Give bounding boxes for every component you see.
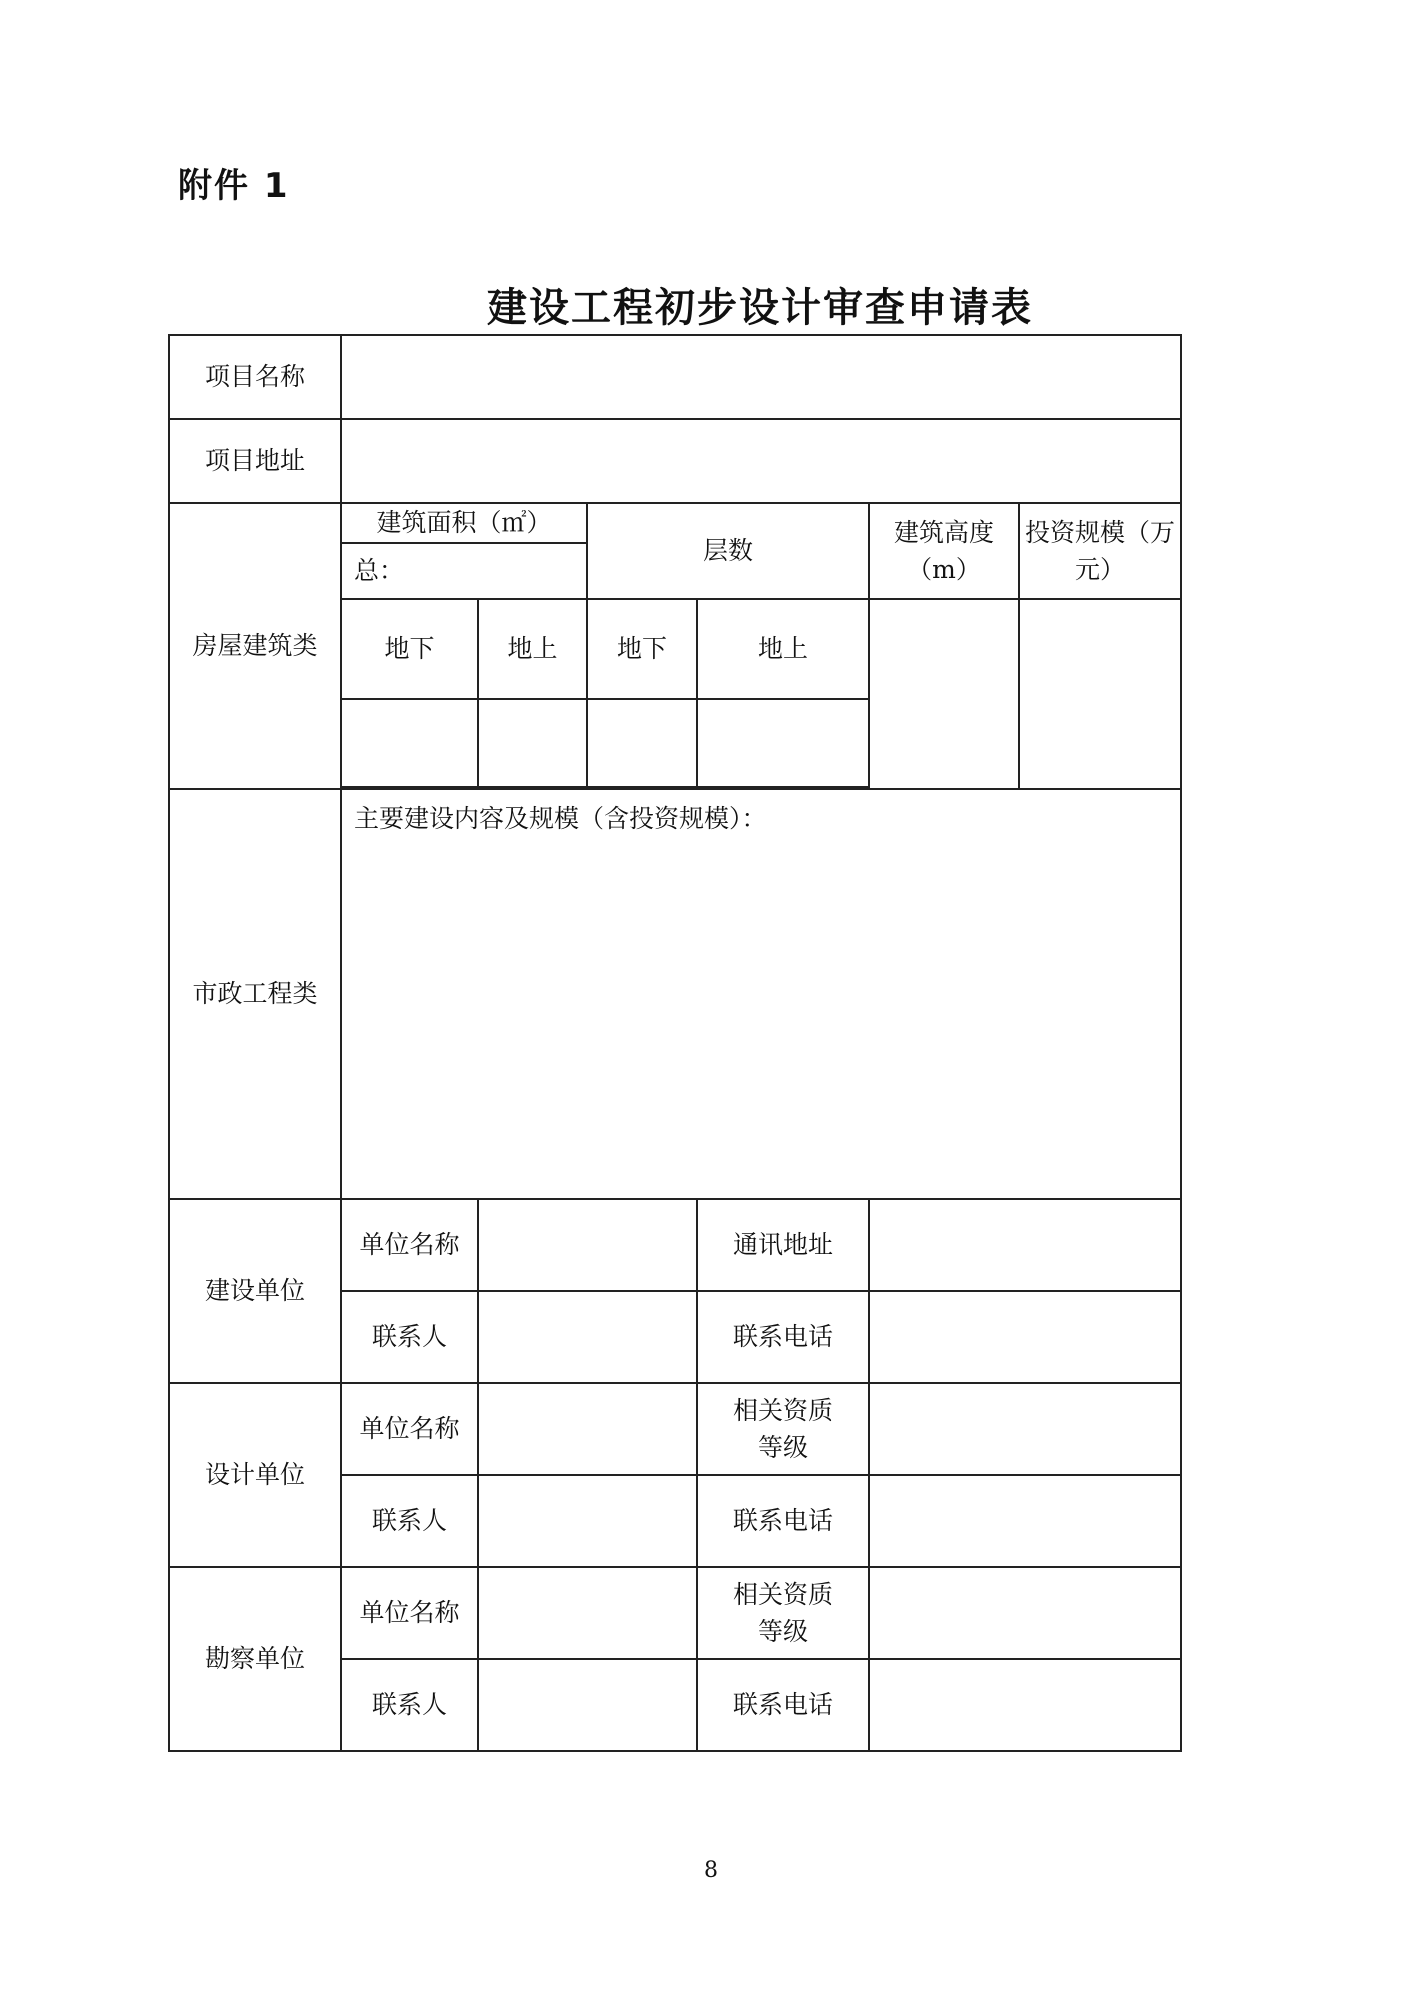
design-unit-name-field[interactable] <box>478 1383 697 1475</box>
building-height-field[interactable] <box>869 599 1019 789</box>
survey-unit-name-field[interactable] <box>478 1567 697 1659</box>
investment-scale-label: 投资规模（万元） <box>1019 503 1181 599</box>
page-number: 8 <box>704 1858 718 1883</box>
project-name-field[interactable] <box>341 335 1181 419</box>
floors-aboveground-label: 地上 <box>697 599 869 699</box>
design-unit-qualification-field[interactable] <box>869 1383 1181 1475</box>
building-height-label: 建筑高度（m） <box>869 503 1019 599</box>
design-unit-name-label: 单位名称 <box>341 1383 478 1475</box>
building-area-label: 建筑面积（㎡） <box>341 503 587 543</box>
design-unit-phone-field[interactable] <box>869 1475 1181 1567</box>
municipal-content-field[interactable] <box>341 789 1181 1199</box>
design-unit-qualification-label <box>697 1383 869 1475</box>
survey-unit-phone-label: 联系电话 <box>697 1659 869 1751</box>
form-title: 建设工程初步设计审查申请表 <box>487 284 1033 331</box>
construction-unit-name-field[interactable] <box>478 1199 697 1291</box>
project-address-label: 项目地址 <box>169 419 341 503</box>
floors-label: 层数 <box>587 503 869 599</box>
area-aboveground-label: 地上 <box>478 599 587 699</box>
survey-unit-qualification-field[interactable] <box>869 1567 1181 1659</box>
area-aboveground-field[interactable] <box>478 699 587 787</box>
area-underground-field[interactable] <box>341 699 478 787</box>
municipal-content-label: 主要建设内容及规模（含投资规模）： <box>354 804 767 833</box>
application-form-table <box>168 334 1182 1752</box>
construction-unit-name-label: 单位名称 <box>341 1199 478 1291</box>
construction-unit-contact-label: 联系人 <box>341 1291 478 1383</box>
floors-underground-field[interactable] <box>587 699 697 787</box>
survey-unit-name-label: 单位名称 <box>341 1567 478 1659</box>
attachment-label: 附件 1 <box>178 166 290 206</box>
area-underground-label: 地下 <box>341 599 478 699</box>
construction-unit-contact-field[interactable] <box>478 1291 697 1383</box>
construction-unit-address-field[interactable] <box>869 1199 1181 1291</box>
municipal-category-label: 市政工程类 <box>169 789 341 1199</box>
construction-unit-phone-label: 联系电话 <box>697 1291 869 1383</box>
building-category-label: 房屋建筑类 <box>169 503 341 789</box>
survey-unit-phone-field[interactable] <box>869 1659 1181 1751</box>
construction-unit-label: 建设单位 <box>169 1199 341 1383</box>
survey-unit-contact-label: 联系人 <box>341 1659 478 1751</box>
survey-unit-qualification-label <box>697 1567 869 1659</box>
design-unit-phone-label: 联系电话 <box>697 1475 869 1567</box>
construction-unit-address-label: 通讯地址 <box>697 1199 869 1291</box>
total-area-label: 总： <box>341 543 587 599</box>
design-unit-qualification-text: 相关资质等级 <box>733 1395 834 1462</box>
survey-unit-contact-field[interactable] <box>478 1659 697 1751</box>
design-unit-contact-label: 联系人 <box>341 1475 478 1567</box>
design-unit-contact-field[interactable] <box>478 1475 697 1567</box>
design-unit-label: 设计单位 <box>169 1383 341 1567</box>
project-address-field[interactable] <box>341 419 1181 503</box>
floors-aboveground-field[interactable] <box>697 699 869 787</box>
construction-unit-phone-field[interactable] <box>869 1291 1181 1383</box>
survey-unit-qualification-text: 相关资质等级 <box>733 1579 834 1646</box>
survey-unit-label: 勘察单位 <box>169 1567 341 1751</box>
floors-underground-label: 地下 <box>587 599 697 699</box>
investment-scale-field[interactable] <box>1019 599 1181 789</box>
project-name-label: 项目名称 <box>169 335 341 419</box>
